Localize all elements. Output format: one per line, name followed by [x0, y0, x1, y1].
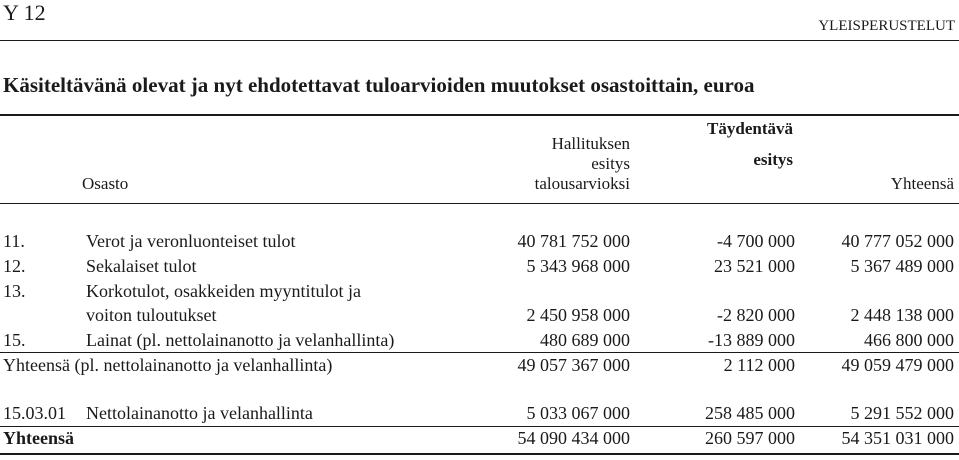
row-label: Sekalaiset tulot	[86, 256, 197, 276]
header-rule	[0, 40, 959, 41]
col-header-hallitus-1: Hallituksen	[551, 134, 630, 153]
col-header-hallitus-2: esitys	[591, 154, 630, 173]
page-number: Y 12	[3, 0, 46, 25]
col-header-hallitus-3: talousarvioksi	[534, 174, 630, 193]
row-number: 11.	[3, 231, 25, 251]
row-label: Verot ja veronluonteiset tulot	[86, 231, 296, 251]
col-header-yhteensa: Yhteensä	[890, 174, 954, 193]
subtotal-rule	[0, 352, 959, 353]
cell-hallitus: 5 033 067 000	[526, 403, 630, 423]
col-header-taydentava-2: esitys	[753, 150, 793, 169]
col-header-osasto: Osasto	[82, 174, 129, 193]
cell-hallitus: 49 057 367 000	[517, 355, 630, 375]
cell-taydentava: -2 820 000	[717, 305, 795, 325]
header-bottom-rule	[0, 203, 959, 204]
row-label: Korkotulot, osakkeiden myyntitulot ja	[86, 281, 361, 301]
cell-yhteensa: 5 291 552 000	[850, 403, 954, 423]
cell-yhteensa: 49 059 479 000	[841, 355, 954, 375]
cell-taydentava: -13 889 000	[708, 330, 795, 350]
cell-yhteensa: 466 800 000	[864, 330, 954, 350]
cell-hallitus: 480 689 000	[540, 330, 630, 350]
cell-yhteensa: 5 367 489 000	[850, 256, 954, 276]
row-label-continued: voiton tuloutukset	[86, 305, 217, 325]
cell-taydentava: -4 700 000	[717, 231, 795, 251]
cell-yhteensa: 40 777 052 000	[841, 231, 954, 251]
title-rule	[0, 114, 959, 116]
cell-taydentava: 258 485 000	[705, 403, 795, 423]
cell-hallitus: 5 343 968 000	[526, 256, 630, 276]
subtotal-label: Yhteensä (pl. nettolainanotto ja velanhallinta)	[3, 355, 333, 375]
total-rule	[0, 426, 959, 427]
cell-taydentava: 260 597 000	[705, 428, 795, 448]
cell-hallitus: 54 090 434 000	[517, 428, 630, 448]
row-number: 12.	[3, 256, 26, 276]
row-number: 15.03.01	[3, 403, 66, 423]
page-title: Käsiteltävänä olevat ja nyt ehdotettavat tuloarvioiden muutokset osastoittain, euroa	[3, 73, 755, 97]
total-label: Yhteensä	[3, 428, 74, 448]
section-label: YLEISPERUSTELUT	[818, 18, 955, 34]
cell-yhteensa: 54 351 031 000	[841, 428, 954, 448]
cell-taydentava: 2 112 000	[723, 355, 795, 375]
row-label: Nettolainanotto ja velanhallinta	[86, 403, 313, 423]
row-number: 15.	[3, 330, 26, 350]
bottom-rule	[0, 453, 959, 455]
cell-yhteensa: 2 448 138 000	[850, 305, 954, 325]
cell-hallitus: 40 781 752 000	[517, 231, 630, 251]
cell-hallitus: 2 450 958 000	[526, 305, 630, 325]
row-number: 13.	[3, 281, 26, 301]
col-header-taydentava-1: Täydentävä	[707, 119, 793, 138]
row-label: Lainat (pl. nettolainanotto ja velanhallinta)	[86, 330, 395, 350]
cell-taydentava: 23 521 000	[714, 256, 795, 276]
